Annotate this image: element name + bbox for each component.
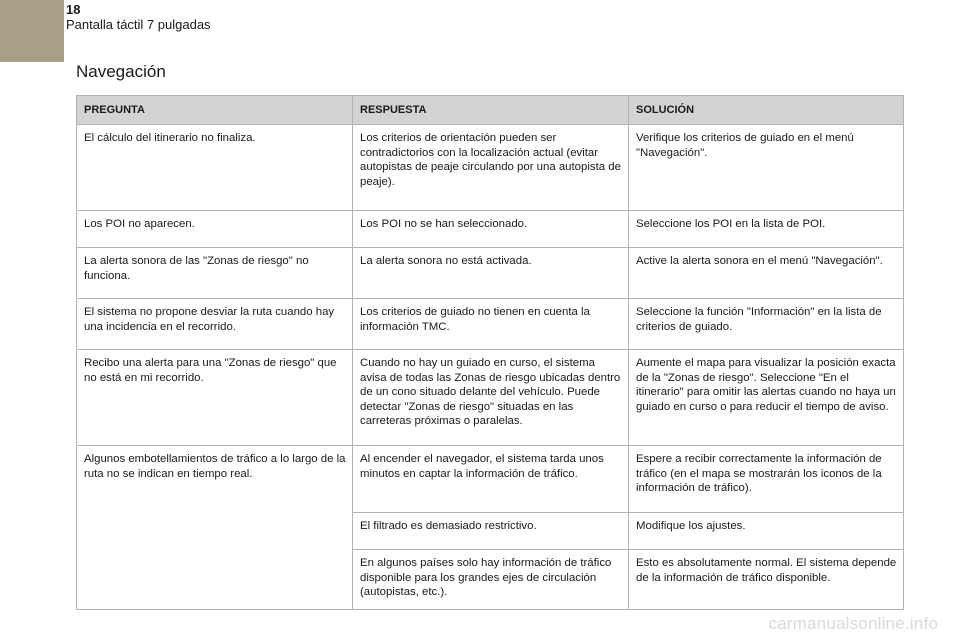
header-question: PREGUNTA <box>77 96 353 125</box>
question-cell: La alerta sonora de las "Zonas de riesgo" no funciona. <box>77 248 353 299</box>
watermark: carmanualsonline.info <box>768 614 938 633</box>
header-solution: SOLUCIÓN <box>629 96 904 125</box>
answer-cell: En algunos países solo hay información de tráfico disponible para los grandes ejes de circulación (autopistas, etc.). <box>353 550 629 610</box>
question-cell: Los POI no aparecen. <box>77 211 353 248</box>
question-cell: Algunos embotellamientos de tráfico a lo largo de la ruta no se indican en tiempo real. <box>77 446 353 610</box>
question-cell: Recibo una alerta para una "Zonas de riesgo" que no está en mi recorrido. <box>77 350 353 446</box>
solution-cell: Modifique los ajustes. <box>629 513 904 550</box>
answer-cell: La alerta sonora no está activada. <box>353 248 629 299</box>
question-cell: El cálculo del itinerario no finaliza. <box>77 125 353 211</box>
table-row <box>77 299 904 350</box>
solution-cell: Active la alerta sonora en el menú "Navegación". <box>629 248 904 299</box>
table-header-row <box>77 96 904 125</box>
section-title: Navegación <box>76 62 166 81</box>
answer-cell: Al encender el navegador, el sistema tarda unos minutos en captar la información de tráfico. <box>353 446 629 513</box>
table-row <box>77 125 904 211</box>
solution-cell: Espere a recibir correctamente la información de tráfico (en el mapa se mostrarán los iconos de la información de tráfico). <box>629 446 904 513</box>
solution-cell: Seleccione la función "Información" en la lista de criterios de guiado. <box>629 299 904 350</box>
solution-cell: Verifique los criterios de guiado en el menú "Navegación". <box>629 125 904 211</box>
header-answer: RESPUESTA <box>353 96 629 125</box>
question-cell: El sistema no propone desviar la ruta cuando hay una incidencia en el recorrido. <box>77 299 353 350</box>
solution-cell: Seleccione los POI en la lista de POI. <box>629 211 904 248</box>
troubleshooting-table <box>76 95 904 610</box>
answer-cell: Los criterios de orientación pueden ser contradictorios con la localización actual (evitar autopistas de peaje circulando por una autopista de peaje). <box>353 125 629 211</box>
answer-cell: El filtrado es demasiado restrictivo. <box>353 513 629 550</box>
solution-cell: Aumente el mapa para visualizar la posición exacta de la "Zonas de riesgo". Seleccione "En el itinerario" para omitir las alertas cuando no haya un guiado en curso o para reducir el tiempo de aviso. <box>629 350 904 446</box>
page-corner-tab <box>0 0 64 62</box>
table-row <box>77 446 904 513</box>
answer-cell: Los POI no se han seleccionado. <box>353 211 629 248</box>
page-number: 18 <box>66 2 81 17</box>
solution-cell: Esto es absolutamente normal. El sistema depende de la información de tráfico disponible. <box>629 550 904 610</box>
table-row <box>77 211 904 248</box>
table-row <box>77 248 904 299</box>
answer-cell: Cuando no hay un guiado en curso, el sistema avisa de todas las Zonas de riesgo ubicadas dentro de un cono situado delante del vehículo. Puede detectar "Zonas de riesgo" situadas en las carreteras próximas o paralelas. <box>353 350 629 446</box>
answer-cell: Los criterios de guiado no tienen en cuenta la información TMC. <box>353 299 629 350</box>
page-header: Pantalla táctil 7 pulgadas <box>66 17 211 32</box>
table-row <box>77 350 904 446</box>
